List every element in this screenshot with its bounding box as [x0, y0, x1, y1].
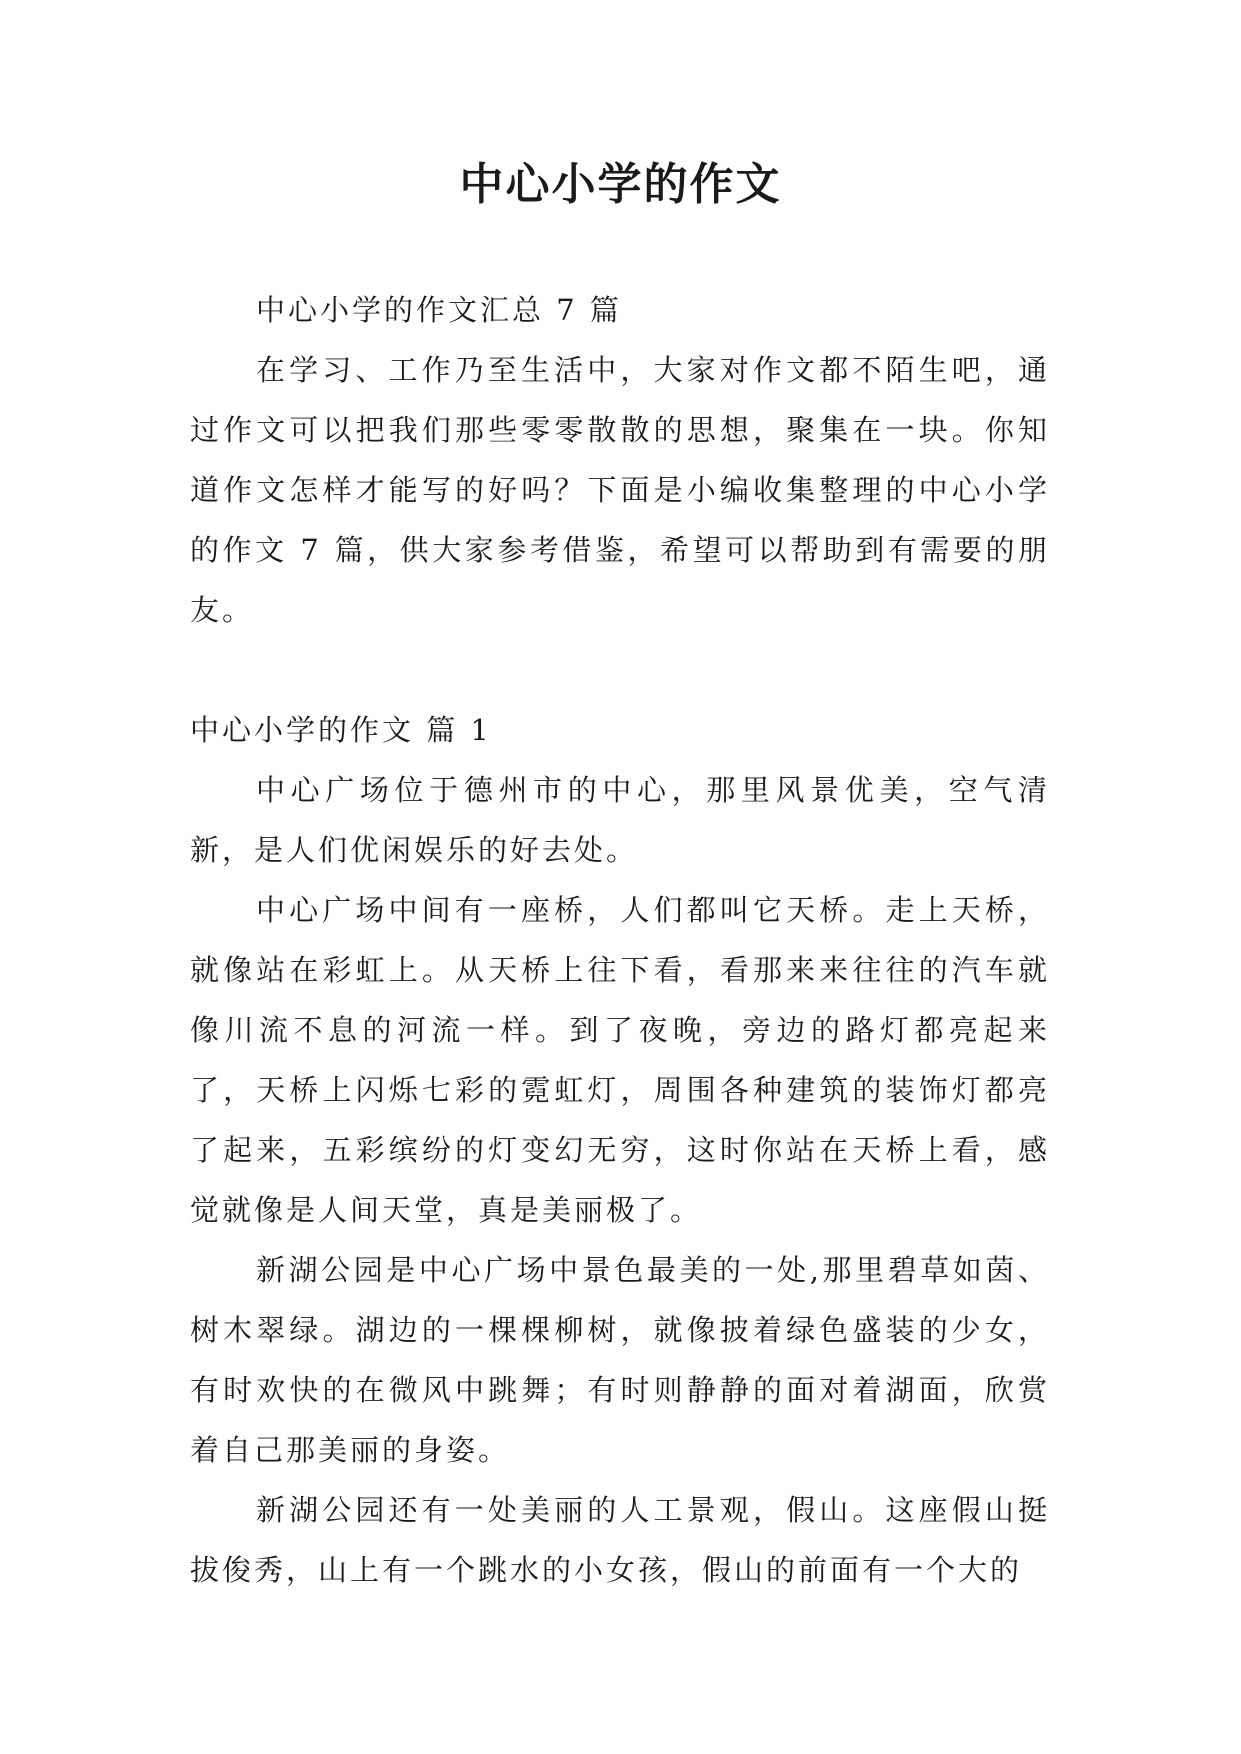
body-paragraph: 中心广场中间有一座桥，人们都叫它天桥。走上天桥，就像站在彩虹上。从天桥上往下看，看那来来往往的汽车就像川流不息的河流一样。到了夜晚，旁边的路灯都亮起来了，天桥上闪烁七彩的霓虹灯，周围各种建筑的装饰灯都亮了起来，五彩缤纷的灯变幻无穷，这时你站在天桥上看，感觉就像是人间天堂，真是美丽极了。 [190, 893, 1050, 1227]
section-spacer [190, 640, 1050, 700]
document-subtitle: 中心小学的作文汇总 7 篇 [256, 293, 622, 327]
section-heading: 中心小学的作文 篇 1 [190, 713, 492, 747]
document-body [190, 280, 1050, 1600]
document-title: 中心小学的作文 [459, 159, 782, 210]
body-paragraph: 中心广场位于德州市的中心，那里风景优美，空气清新，是人们优闲娱乐的好去处。 [190, 773, 1050, 867]
body-paragraph: 新湖公园还有一处美丽的人工景观，假山。这座假山挺拔俊秀，山上有一个跳水的小女孩，假山的前面有一个大的 [190, 1493, 1050, 1587]
body-paragraph: 新湖公园是中心广场中景色最美的一处,那里碧草如茵、树木翠绿。湖边的一棵棵柳树，就像披着绿色盛装的少女，有时欢快的在微风中跳舞；有时则静静的面对着湖面，欣赏着自己那美丽的身姿。 [190, 1253, 1050, 1467]
intro-paragraph: 在学习、工作乃至生活中，大家对作文都不陌生吧，通过作文可以把我们那些零零散散的思想，聚集在一块。你知道作文怎样才能写的好吗？下面是小编收集整理的中心小学的作文 7 篇，供大家参考借鉴，希望可以帮助到有需要的朋友。 [190, 353, 1050, 627]
